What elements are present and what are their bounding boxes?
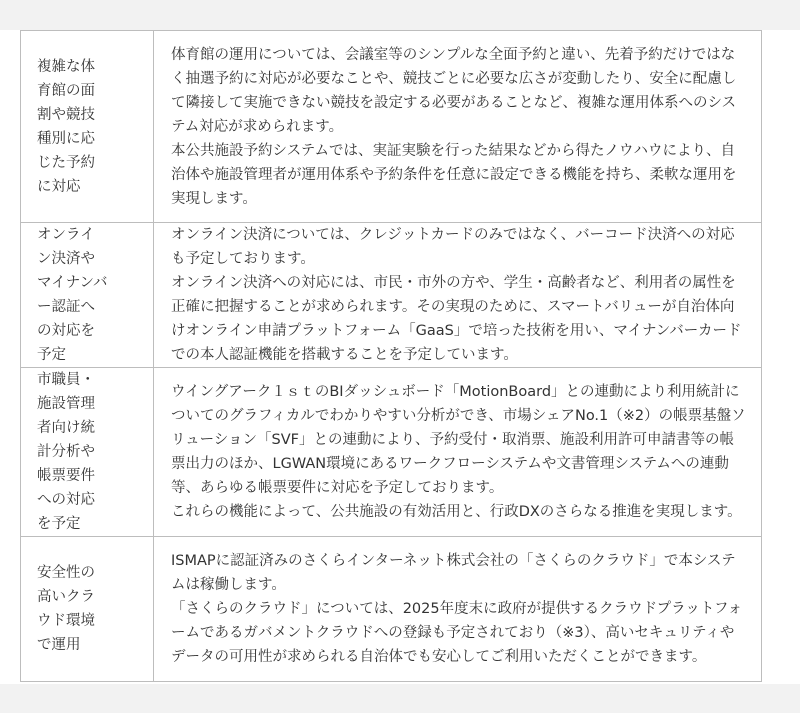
- table-row: [21, 537, 762, 682]
- row-label-cell: [21, 537, 154, 682]
- row-label: オンライン決済やマイナンバー認証への対応を予定: [37, 227, 108, 363]
- row-description-cell: [154, 223, 762, 368]
- description-paragraph: オンライン決済への対応には、市民・市外の方や、学生・高齢者など、利用者の属性を正確に把握することが求められます。その実現のために、スマートバリューが自治体向けオンライン申請プラットフォーム「GaaS」で培った技術を用い、マイナンバーカードでの本人認証機能を搭載することを予定しています。: [171, 275, 742, 363]
- feature-table: [20, 30, 762, 682]
- description-paragraph: 本公共施設予約システムでは、実証実験を行った結果などから得たノウハウにより、自治体や施設管理者が運用体系や予約条件を任意に設定できる機能を持ち、柔軟な運用を実現します。: [171, 142, 737, 207]
- table-row: [21, 223, 762, 368]
- row-description-cell: [154, 368, 762, 537]
- row-label: 市職員・施設管理者向け統計分析や帳票要件への対応を予定: [37, 372, 95, 532]
- row-label-cell: [21, 368, 154, 537]
- description-paragraph: ISMAPに認証済みのさくらインターネット株式会社の「さくらのクラウド」で本システムは稼働します。: [171, 553, 736, 593]
- description-paragraph: 体育館の運用については、会議室等のシンプルな全面予約と違い、先着予約だけではなく抽選予約に対応が必要なことや、競技ごとに必要な広さが変動したり、安全に配慮して隣接して実施できない競技を設定する必要があることなど、複雑な運用体系へのシステム対応が求められます。: [171, 46, 737, 135]
- table-row: [21, 31, 762, 223]
- row-label: 安全性の高いクラウド環境で運用: [37, 565, 95, 653]
- table-row: [21, 368, 762, 537]
- description-paragraph: ウイングアーク１ｓｔのBIダッシュボード「MotionBoard」との連動により利用統計についてのグラフィカルでわかりやすい分析ができ、市場シェアNo.1（※2）の帳票基盤ソリューション「SVF」との連動により、予約受付・取消票、施設利用許可申請書等の帳票出力のほか、LGWAN環境にあるワークフローシステムや文書管理システムへの連動等、あらゆる帳票要件に対応を予定しております。: [171, 384, 746, 496]
- row-description-cell: [154, 537, 762, 682]
- row-label-cell: [21, 31, 154, 223]
- row-label-cell: [21, 223, 154, 368]
- description-paragraph: 「さくらのクラウド」については、2025年度末に政府が提供するクラウドプラットフォームであるガバメントクラウドへの登録も予定されており（※3）、高いセキュリティやデータの可用性が求められる自治体でも安心してご利用いただくことができます。: [171, 601, 743, 665]
- description-paragraph: これらの機能によって、公共施設の有効活用と、行政DXのさらなる推進を実現します。: [171, 504, 742, 520]
- description-paragraph: オンライン決済については、クレジットカードのみではなく、バーコード決済への対応も予定しております。: [171, 227, 735, 267]
- row-description-cell: [154, 31, 762, 223]
- row-label: 複雑な体育館の面割や競技種別に応じた予約に対応: [37, 58, 95, 195]
